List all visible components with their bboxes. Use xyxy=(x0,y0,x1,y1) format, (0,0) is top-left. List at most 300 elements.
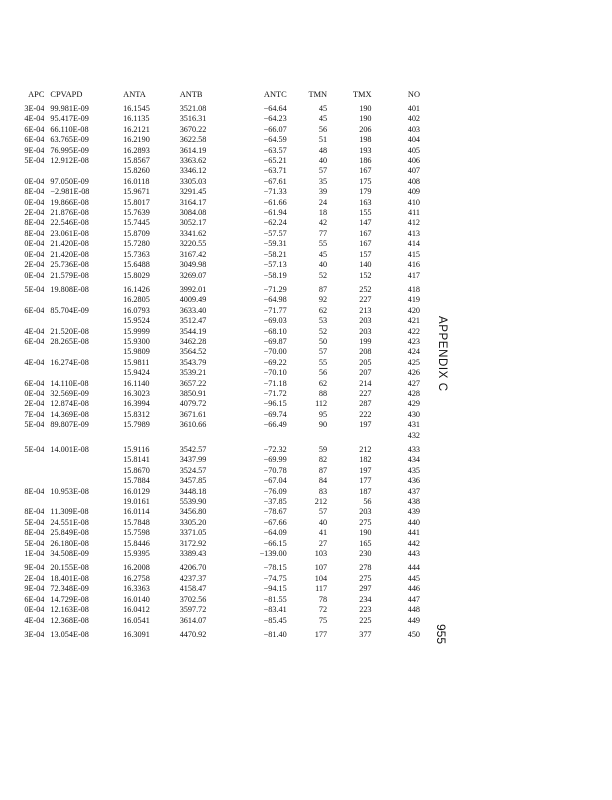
cell-no: 435 xyxy=(407,465,420,475)
table-row xyxy=(0,166,420,176)
table-row xyxy=(0,347,420,357)
cell-antc: −58.21 xyxy=(263,249,287,259)
cell-tmx: 167 xyxy=(359,166,372,176)
cell-cpvapd xyxy=(44,476,123,486)
cell-tmn: 83 xyxy=(318,486,328,496)
cell-no: 441 xyxy=(407,528,420,538)
cell-anta: 15.7989 xyxy=(123,420,150,430)
table-row xyxy=(0,559,420,573)
page-number xyxy=(434,624,454,664)
cell-antc: −69.99 xyxy=(263,455,287,465)
cell-cpvapd: 25.736E-08 xyxy=(50,260,89,270)
cell-antc: −72.32 xyxy=(263,445,287,454)
cell-antc: −37.85 xyxy=(263,497,287,507)
cell-tmx: 199 xyxy=(359,336,372,346)
cell-antb: 3052.17 xyxy=(179,218,207,228)
cell-anta: 15.7445 xyxy=(123,218,150,228)
cell-antc: −64.64 xyxy=(263,104,287,113)
cell-antb: 4079.72 xyxy=(179,399,207,409)
table-row xyxy=(0,104,420,114)
cell-cpvapd xyxy=(44,497,123,507)
cell-no: 421 xyxy=(407,316,420,326)
cell-no: 438 xyxy=(407,497,420,507)
page-number-text: 955 xyxy=(434,624,448,645)
cell-antc: −71.29 xyxy=(263,284,287,294)
cell-antc: −78.15 xyxy=(263,563,287,573)
cell-apc: 2E-04 xyxy=(24,260,45,270)
cell-antc: −76.09 xyxy=(263,486,287,496)
cell-no: 415 xyxy=(407,249,420,259)
cell-cpvapd xyxy=(44,455,123,465)
cell-no: 419 xyxy=(407,295,420,305)
cell-antc: −94.15 xyxy=(263,584,287,594)
cell-tmx: 203 xyxy=(359,326,372,336)
table-row xyxy=(0,271,420,281)
cell-tmx: 377 xyxy=(359,629,372,639)
cell-apc: 8E-04 xyxy=(24,228,45,238)
cell-no: 414 xyxy=(407,239,420,249)
cell-antc: −58.19 xyxy=(263,270,287,280)
cell-antc: −74.75 xyxy=(263,573,287,583)
cell-apc xyxy=(0,497,44,507)
cell-antc: −70.78 xyxy=(263,465,287,475)
cell-tmx: 175 xyxy=(359,176,372,186)
cell-apc xyxy=(0,316,44,326)
cell-no: 425 xyxy=(407,357,420,367)
cell-antb: 3992.01 xyxy=(179,284,207,294)
cell-antc: −85.45 xyxy=(263,615,287,625)
table-row xyxy=(0,114,420,124)
cell-no: 404 xyxy=(407,135,420,145)
table-row xyxy=(0,626,420,640)
cell-apc: 9E-04 xyxy=(24,584,45,594)
cell-tmx: 230 xyxy=(359,549,372,559)
cell-tmx: 227 xyxy=(359,295,372,305)
cell-apc xyxy=(0,368,44,378)
cell-no: 418 xyxy=(407,284,420,294)
cell-cpvapd: 12.912E-08 xyxy=(50,156,89,166)
cell-no: 450 xyxy=(407,629,420,639)
table-row xyxy=(0,595,420,605)
table-row xyxy=(0,327,420,337)
table-row xyxy=(0,156,420,166)
cell-antb: 3456.80 xyxy=(179,507,207,517)
cell-antb: 4470.92 xyxy=(179,629,207,639)
cell-tmx: 56 xyxy=(363,497,372,507)
cell-apc: 8E-04 xyxy=(24,187,45,197)
cell-no: 436 xyxy=(407,476,420,486)
cell-anta: 16.3994 xyxy=(123,399,150,409)
cell-anta: 16.2758 xyxy=(123,573,150,583)
cell-tmx: 197 xyxy=(359,420,372,430)
cell-anta: 16.0114 xyxy=(123,507,150,517)
cell-cpvapd: 25.849E-08 xyxy=(50,528,89,538)
cell-anta: 16.2190 xyxy=(123,135,150,145)
property-data-table xyxy=(0,88,420,640)
cell-tmx: 187 xyxy=(359,486,372,496)
cell-anta: 15.8017 xyxy=(123,197,150,207)
table-row xyxy=(0,187,420,197)
cell-cpvapd: 12.874E-08 xyxy=(50,399,89,409)
cell-tmn: 87 xyxy=(318,465,328,475)
cell-no: 405 xyxy=(407,145,420,155)
cell-antb: 3084.08 xyxy=(179,208,207,218)
cell-cpvapd: 63.765E-09 xyxy=(50,135,89,145)
cell-tmn: 57 xyxy=(318,347,328,357)
cell-anta: 15.8141 xyxy=(123,455,150,465)
cell-antb: 3363.62 xyxy=(179,156,207,166)
cell-cpvapd: 89.807E-09 xyxy=(50,420,89,430)
cell-antb: 3305.03 xyxy=(179,176,207,186)
cell-cpvapd: 28.265E-08 xyxy=(50,336,89,346)
cell-no: 423 xyxy=(407,336,420,346)
cell-cpvapd: 13.054E-08 xyxy=(50,629,89,639)
cell-tmn: 55 xyxy=(318,239,328,249)
cell-apc: 9E-04 xyxy=(24,145,45,155)
cell-cpvapd: 16.274E-08 xyxy=(50,357,89,367)
cell-apc: 0E-04 xyxy=(24,249,45,259)
cell-tmn: 62 xyxy=(318,305,328,315)
cell-apc: 5E-04 xyxy=(24,445,45,454)
table-row xyxy=(0,389,420,399)
cell-apc xyxy=(0,455,44,465)
cell-cpvapd: 72.348E-09 xyxy=(50,584,89,594)
cell-apc xyxy=(0,466,44,476)
cell-apc: 4E-04 xyxy=(24,615,45,625)
cell-tmn: 56 xyxy=(318,368,328,378)
cell-antb: 3622.58 xyxy=(179,135,207,145)
table-row xyxy=(0,539,420,549)
cell-antc: −67.61 xyxy=(263,176,287,186)
cell-antc: −68.10 xyxy=(263,326,287,336)
cell-tmx: 234 xyxy=(359,594,372,604)
cell-no: 448 xyxy=(407,605,420,615)
cell-anta: 16.0412 xyxy=(123,605,150,615)
cell-tmx: 222 xyxy=(359,409,372,419)
table-row xyxy=(0,125,420,135)
cell-antb xyxy=(180,431,237,441)
cell-no: 428 xyxy=(407,388,420,398)
cell-antb: 4158.47 xyxy=(179,584,207,594)
cell-tmx: 275 xyxy=(359,517,372,527)
cell-tmn: 112 xyxy=(315,399,328,409)
cell-anta: 15.6488 xyxy=(123,260,150,270)
column-header-antb: ANTB xyxy=(179,90,203,99)
table-row xyxy=(0,549,420,559)
cell-apc xyxy=(0,431,44,441)
cell-cpvapd xyxy=(44,431,123,441)
column-header-anta: ANTA xyxy=(123,90,146,99)
cell-cpvapd: 32.569E-09 xyxy=(50,388,89,398)
cell-antb: 3346.12 xyxy=(179,166,207,176)
appendix-label-text: APPENDIX C xyxy=(436,316,448,392)
cell-antc: −59.31 xyxy=(263,239,287,249)
cell-apc: 4E-04 xyxy=(24,357,45,367)
cell-no: 449 xyxy=(407,615,420,625)
cell-anta: 16.1135 xyxy=(123,114,150,124)
cell-tmx: 212 xyxy=(359,445,372,454)
cell-tmx: 167 xyxy=(359,239,372,249)
cell-antc: −64.09 xyxy=(263,528,287,538)
cell-tmx: 203 xyxy=(359,316,372,326)
cell-tmn: 42 xyxy=(318,218,328,228)
data-table-container xyxy=(0,88,420,640)
cell-antb: 3269.07 xyxy=(179,270,207,280)
cell-no: 431 xyxy=(407,420,420,430)
cell-anta: 16.1426 xyxy=(123,284,150,294)
cell-antc: −70.00 xyxy=(263,347,287,357)
cell-tmn xyxy=(287,431,327,441)
column-header-apc: APC xyxy=(28,90,45,99)
cell-tmn: 35 xyxy=(318,176,328,186)
cell-tmn: 72 xyxy=(318,605,328,615)
cell-tmn: 62 xyxy=(318,378,328,388)
cell-antc: −61.66 xyxy=(263,197,287,207)
cell-tmx: 140 xyxy=(359,260,372,270)
cell-antc: −71.72 xyxy=(263,388,287,398)
cell-tmx: 190 xyxy=(359,528,372,538)
cell-cpvapd: 21.520E-08 xyxy=(50,326,89,336)
cell-anta: 15.8567 xyxy=(123,156,150,166)
cell-apc: 8E-04 xyxy=(24,507,45,517)
cell-antc: −61.94 xyxy=(263,208,287,218)
table-header-row xyxy=(0,88,420,104)
table-row xyxy=(0,281,420,295)
cell-apc: 6E-04 xyxy=(24,336,45,346)
cell-tmn: 27 xyxy=(318,538,328,548)
cell-antc: −69.74 xyxy=(263,409,287,419)
cell-no: 442 xyxy=(407,538,420,548)
cell-antb: 3564.52 xyxy=(179,347,207,357)
table-row xyxy=(0,146,420,156)
table-row xyxy=(0,497,420,507)
cell-antc: −64.59 xyxy=(263,135,287,145)
appendix-label xyxy=(434,316,454,436)
cell-tmx: 193 xyxy=(359,145,372,155)
cell-apc: 6E-04 xyxy=(24,305,45,315)
cell-apc: 5E-04 xyxy=(24,284,45,294)
cell-tmx: 186 xyxy=(359,156,372,166)
cell-tmn: 84 xyxy=(318,476,328,486)
cell-anta: 15.7639 xyxy=(123,208,150,218)
cell-tmn: 40 xyxy=(318,517,328,527)
cell-tmn: 104 xyxy=(314,573,328,583)
column-header-antc: ANTC xyxy=(263,90,287,99)
cell-antc: −62.24 xyxy=(263,218,287,228)
cell-cpvapd xyxy=(44,368,123,378)
cell-tmn: 52 xyxy=(318,270,328,280)
table-row xyxy=(0,431,420,441)
table-row xyxy=(0,358,420,368)
table-row xyxy=(0,616,420,626)
cell-antb: 3512.47 xyxy=(179,316,207,326)
cell-tmn: 51 xyxy=(318,135,328,145)
cell-tmn: 48 xyxy=(318,145,328,155)
cell-cpvapd: 21.420E-08 xyxy=(50,239,89,249)
table-row xyxy=(0,135,420,145)
cell-cpvapd xyxy=(44,295,123,305)
cell-antb: 3544.19 xyxy=(179,326,207,336)
cell-anta: 15.7363 xyxy=(123,249,150,259)
cell-apc xyxy=(0,295,44,305)
cell-tmn: 53 xyxy=(318,316,328,326)
cell-antc: −69.87 xyxy=(263,336,287,346)
cell-anta: 16.0118 xyxy=(123,176,150,186)
cell-no: 426 xyxy=(407,368,420,378)
table-row xyxy=(0,518,420,528)
cell-antc: −139.00 xyxy=(259,549,287,559)
cell-tmn: 24 xyxy=(318,197,328,207)
cell-apc: 0E-04 xyxy=(24,176,45,186)
cell-antb: 3597.72 xyxy=(179,605,207,615)
table-row xyxy=(0,476,420,486)
cell-apc: 5E-04 xyxy=(24,517,45,527)
column-header-tmn: TMN xyxy=(308,90,328,99)
cell-antc: −65.21 xyxy=(263,156,287,166)
cell-tmx: 278 xyxy=(359,563,372,573)
table-row xyxy=(0,229,420,239)
cell-no: 439 xyxy=(407,507,420,517)
cell-tmx: 207 xyxy=(359,368,372,378)
cell-tmn: 45 xyxy=(318,104,328,113)
cell-tmx: 205 xyxy=(359,357,372,367)
table-row xyxy=(0,177,420,187)
cell-tmx: 147 xyxy=(359,218,372,228)
cell-tmn: 41 xyxy=(318,528,328,538)
cell-apc: 0E-04 xyxy=(24,270,45,280)
cell-no: 410 xyxy=(407,197,420,207)
cell-cpvapd: 20.155E-08 xyxy=(50,563,89,573)
cell-apc: 0E-04 xyxy=(24,197,45,207)
cell-anta: 15.9671 xyxy=(123,187,150,197)
cell-antb: 3657.22 xyxy=(179,378,207,388)
cell-antb: 3220.55 xyxy=(179,239,207,249)
cell-tmn: 39 xyxy=(318,187,328,197)
cell-no: 444 xyxy=(407,563,420,573)
cell-no: 412 xyxy=(407,218,420,228)
cell-antc: −96.15 xyxy=(263,399,287,409)
cell-cpvapd: 19.866E-08 xyxy=(50,197,89,207)
cell-cpvapd: 21.579E-08 xyxy=(50,270,89,280)
cell-anta: 15.8029 xyxy=(123,270,150,280)
cell-tmn: 212 xyxy=(314,497,328,507)
cell-apc: 3E-04 xyxy=(24,629,45,639)
table-row xyxy=(0,208,420,218)
cell-apc: 5E-04 xyxy=(24,156,45,166)
cell-antb: 3524.57 xyxy=(179,465,207,475)
table-row xyxy=(0,379,420,389)
cell-cpvapd: 18.401E-08 xyxy=(50,573,89,583)
cell-no: 445 xyxy=(407,573,420,583)
cell-tmx: 155 xyxy=(359,208,372,218)
cell-anta: 15.8446 xyxy=(123,538,150,548)
table-row xyxy=(0,466,420,476)
cell-tmn: 40 xyxy=(318,156,328,166)
cell-anta: 16.3091 xyxy=(123,629,150,639)
cell-antb: 3702.56 xyxy=(179,594,207,604)
table-row xyxy=(0,584,420,594)
table-row xyxy=(0,420,420,430)
cell-antb: 3516.31 xyxy=(179,114,207,124)
column-header-no: NO xyxy=(407,90,420,99)
cell-antb: 3462.28 xyxy=(179,336,207,346)
table-row xyxy=(0,368,420,378)
cell-no: 403 xyxy=(407,124,420,134)
cell-tmx xyxy=(327,431,371,441)
cell-tmx: 182 xyxy=(359,455,372,465)
cell-anta: 16.2008 xyxy=(123,563,150,573)
table-row xyxy=(0,239,420,249)
table-row xyxy=(0,198,420,208)
cell-apc: 1E-04 xyxy=(24,549,45,559)
cell-cpvapd xyxy=(44,316,123,326)
cell-no: 420 xyxy=(407,305,420,315)
cell-tmn: 52 xyxy=(318,326,328,336)
cell-apc: 6E-04 xyxy=(24,124,45,134)
cell-antc: −69.03 xyxy=(263,316,287,326)
cell-anta xyxy=(123,431,180,441)
cell-anta: 16.3363 xyxy=(123,584,150,594)
cell-antb: 3539.21 xyxy=(179,368,207,378)
cell-antb: 3389.43 xyxy=(179,549,207,559)
cell-antb: 3305.20 xyxy=(179,517,207,527)
cell-tmx: 167 xyxy=(359,228,372,238)
cell-tmn: 45 xyxy=(318,249,328,259)
cell-tmn: 107 xyxy=(314,563,328,573)
cell-apc: 7E-04 xyxy=(24,409,45,419)
cell-tmn: 95 xyxy=(318,409,328,419)
cell-tmn: 77 xyxy=(318,228,328,238)
cell-tmx: 227 xyxy=(359,388,372,398)
table-row xyxy=(0,528,420,538)
cell-anta: 15.9811 xyxy=(123,357,150,367)
cell-antb: 3371.05 xyxy=(179,528,207,538)
cell-tmx: 198 xyxy=(359,135,372,145)
column-header-cpvapd: CPVAPD xyxy=(50,90,83,99)
cell-cpvapd xyxy=(44,466,123,476)
cell-anta: 16.1545 xyxy=(123,104,150,113)
cell-cpvapd: 34.508E-09 xyxy=(50,549,89,559)
cell-antc: −81.40 xyxy=(263,629,287,639)
cell-antc xyxy=(236,431,286,441)
cell-cpvapd: −2.981E-08 xyxy=(50,187,90,197)
cell-tmx: 177 xyxy=(359,476,372,486)
cell-antc: −71.33 xyxy=(263,187,287,197)
column-header-tmx: TMX xyxy=(352,90,372,99)
table-row xyxy=(0,337,420,347)
cell-anta: 16.0541 xyxy=(123,615,150,625)
cell-no: 413 xyxy=(407,228,420,238)
cell-anta: 15.9424 xyxy=(123,368,150,378)
cell-no: 446 xyxy=(407,584,420,594)
cell-antc: −71.18 xyxy=(263,378,287,388)
cell-apc: 8E-04 xyxy=(24,528,45,538)
table-row xyxy=(0,250,420,260)
cell-tmx: 252 xyxy=(359,284,372,294)
cell-tmx: 190 xyxy=(359,104,372,113)
cell-tmx: 163 xyxy=(359,197,372,207)
cell-antb: 4009.49 xyxy=(179,295,207,305)
cell-antb: 3670.22 xyxy=(179,124,207,134)
cell-no: 433 xyxy=(407,445,420,454)
cell-antc: −83.41 xyxy=(263,605,287,615)
cell-antc: −78.67 xyxy=(263,507,287,517)
cell-cpvapd: 21.420E-08 xyxy=(50,249,89,259)
cell-apc: 9E-04 xyxy=(24,563,45,573)
cell-tmx: 297 xyxy=(359,584,372,594)
cell-tmn: 117 xyxy=(315,584,328,594)
cell-tmn: 177 xyxy=(314,629,328,639)
